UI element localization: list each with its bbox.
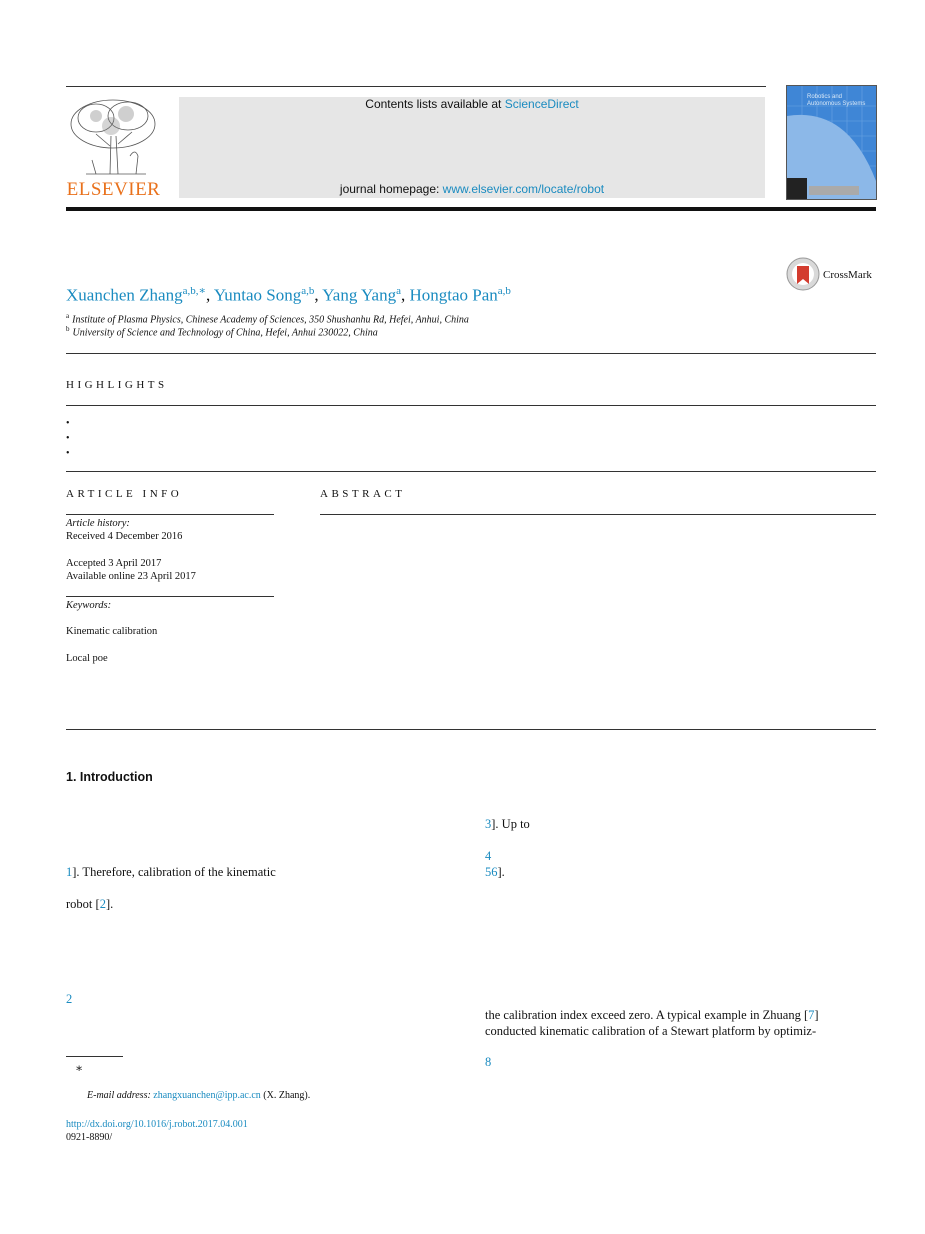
divider <box>66 514 274 515</box>
author-name[interactable]: Hongtao Pan <box>409 285 498 305</box>
author-affil-marks: a <box>396 285 401 297</box>
highlight-bullet: • <box>66 448 70 459</box>
corresponding-author-mark: ∗ <box>75 1061 84 1075</box>
citation-link[interactable]: 2 <box>66 992 73 1006</box>
crossmark-label[interactable]: CrossMark <box>823 269 872 281</box>
divider <box>320 514 876 515</box>
header-thick-rule <box>66 207 876 211</box>
homepage-line <box>179 182 765 196</box>
email-footnote: E-mail address: zhangxuanchen@ipp.ac.cn (X. Zhang). <box>87 1090 311 1101</box>
divider <box>66 471 876 472</box>
keyword: Local poe <box>66 653 108 664</box>
homepage-prefix: journal homepage: <box>339 182 443 196</box>
highlight-bullet: • <box>66 433 70 444</box>
citation-link[interactable]: 4 <box>485 849 492 863</box>
keywords-label: Keywords: <box>66 600 112 611</box>
issn: 0921-8890/ <box>66 1132 113 1143</box>
citation-link[interactable]: 2 <box>99 897 106 911</box>
email-link[interactable]: zhangxuanchen@ipp.ac.cn <box>153 1090 261 1101</box>
author-name[interactable]: Yang Yang <box>322 285 397 305</box>
abstract-heading: ABSTRACT <box>320 488 406 500</box>
affiliation-a: $^a$ Institute of Plasma Physics, Chinese Academy of Sciences, 350 Shushanhu Rd, Hefei, Anhui, China <box>66 312 469 326</box>
intro-heading: 1. Introduction <box>66 770 153 784</box>
intro-left-line: 1]. Therefore, calibration of the kinematic <box>66 865 276 879</box>
citation-link[interactable]: 56 <box>485 865 498 879</box>
keyword: Kinematic calibration <box>66 626 158 637</box>
author-affil-marks: a,b <box>301 285 315 297</box>
top-rule <box>66 86 766 87</box>
journal-cover[interactable] <box>786 85 877 200</box>
intro-left-line: robot [2]. <box>66 897 114 911</box>
article-info-heading: ARTICLE INFO <box>66 488 183 500</box>
author-name[interactable]: Xuanchen Zhang <box>66 285 183 305</box>
article-history-label: Article history: <box>66 518 130 529</box>
divider <box>66 729 876 730</box>
author-name[interactable]: Yuntao Song <box>213 285 302 305</box>
affiliation-b: $^b$ University of Science and Technology of China, Hefei, Anhui 230022, China <box>66 325 378 339</box>
available-date: Available online 23 April 2017 <box>66 571 196 582</box>
citation-link[interactable]: 7 <box>808 1008 815 1022</box>
citation-link[interactable]: 1 <box>66 865 73 879</box>
author-affil-marks: a,b,∗ <box>182 285 206 297</box>
received-date: Received 4 December 2016 <box>66 531 183 542</box>
author-affil-marks: a,b <box>497 285 511 297</box>
contents-line <box>179 97 765 111</box>
intro-right-line: conducted kinematic calibration of a Stewart platform by optimiz- <box>485 1024 817 1038</box>
intro-right-line: 3]. Up to <box>485 817 530 831</box>
divider <box>66 596 274 597</box>
contents-prefix: Contents lists available at <box>365 97 505 111</box>
publisher-name: ELSEVIER <box>66 179 161 200</box>
citation-link[interactable]: 3 <box>485 817 492 831</box>
intro-right-line: 56]. <box>485 865 505 879</box>
highlights-heading: HIGHLIGHTS <box>66 379 168 391</box>
sciencedirect-link[interactable]: ScienceDirect <box>504 97 579 111</box>
highlight-bullet: • <box>66 418 70 429</box>
divider <box>66 405 876 406</box>
footnote-rule <box>66 1056 123 1057</box>
journal-homepage-link[interactable]: www.elsevier.com/locate/robot <box>442 182 605 196</box>
cover-journal-title: Robotics and Autonomous Systems <box>807 94 866 107</box>
intro-right-line: the calibration index exceed zero. A typical example in Zhuang [7] <box>485 1008 819 1022</box>
divider <box>66 353 876 354</box>
citation-link[interactable]: 8 <box>485 1055 492 1069</box>
accepted-date: Accepted 3 April 2017 <box>66 558 162 569</box>
doi-link[interactable]: http://dx.doi.org/10.1016/j.robot.2017.04.001 <box>66 1119 248 1130</box>
author-list: Xuanchen Zhang$^{a,b,∗}$, Yuntao Song$^{a,b}$, Yang Yang$^a$, Hongtao Pan$^{a,b}$ <box>66 285 511 305</box>
crossmark-icon[interactable] <box>786 257 820 296</box>
